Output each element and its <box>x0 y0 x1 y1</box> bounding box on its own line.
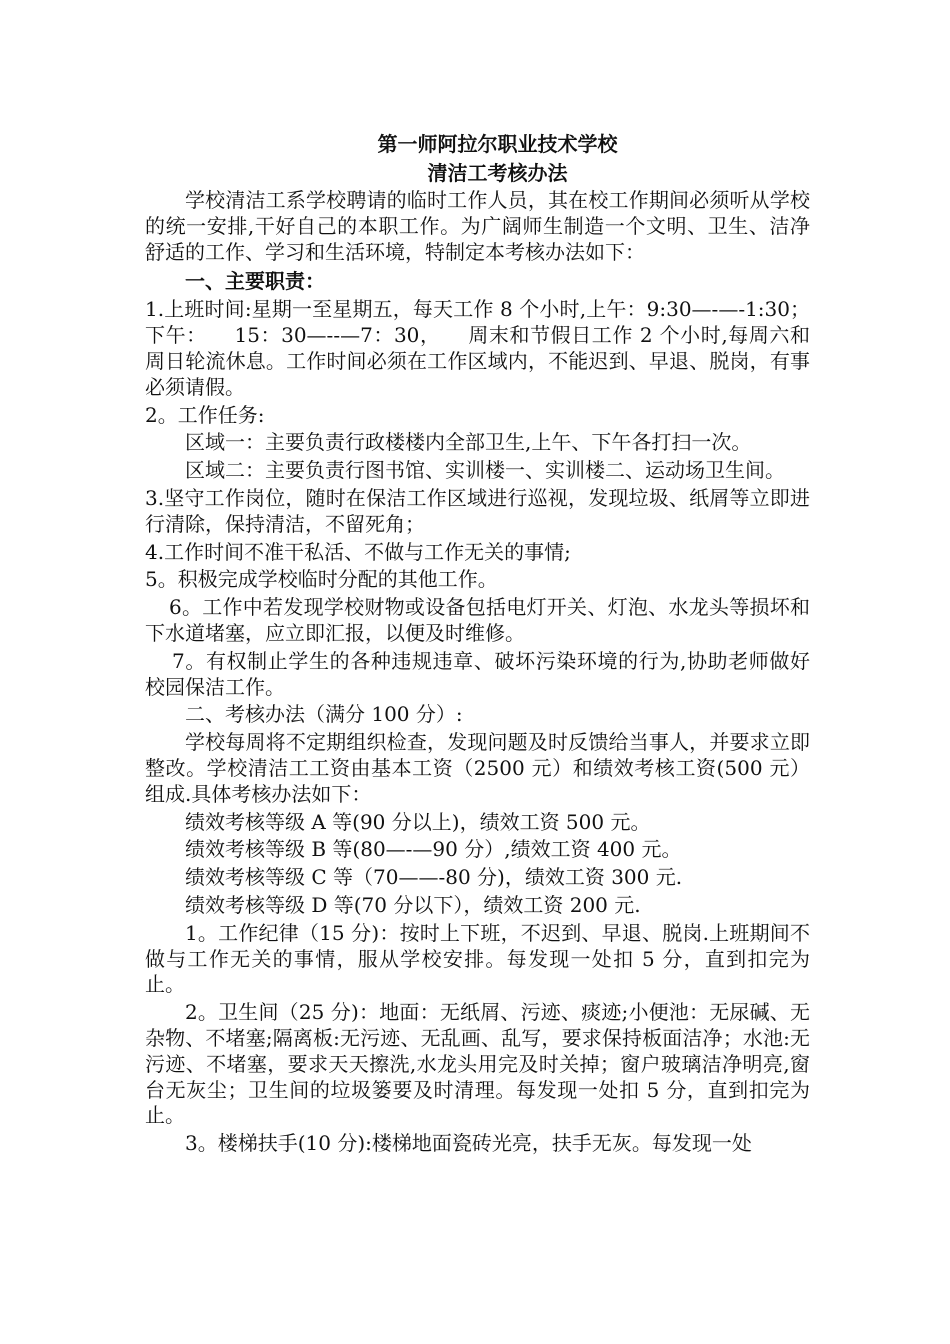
duty-item-2: 2。工作任务: <box>145 402 265 427</box>
section-heading-assessment: 二、考核办法（满分 100 分）: <box>185 702 463 727</box>
duty-item-6: 6。工作中若发现学校财物或设备包括电灯开关、灯泡、水龙头等损坏和下水道堵塞，应立即汇报，以便及时维修。 <box>145 595 810 645</box>
assessment-intro: 学校每周将不定期组织检查，发现问题及时反馈给当事人，并要求立即整改。学校清洁工工资由基本工资（2500 元）和绩效考核工资(500 元）组成.具体考核办法如下： <box>145 730 810 806</box>
grade-c: 绩效考核等级 C 等（70——-80 分)，绩效工资 300 元. <box>185 865 683 890</box>
area-two: 区域二：主要负责行图书馆、实训楼一、实训楼二、运动场卫生间。 <box>185 458 785 483</box>
document-title: 清洁工考核办法 <box>427 161 568 185</box>
assessment-item-3: 3。楼梯扶手(10 分):楼梯地面瓷砖光亮，扶手无灰。每发现一处 <box>185 1131 752 1156</box>
intro-paragraph: 学校清洁工系学校聘请的临时工作人员，其在校工作期间必须听从学校的统一安排,干好自己的本职工作。为广阔师生制造一个文明、卫生、洁净舒适的工作、学习和生活环境，特制定本考核办法如下： <box>145 188 810 264</box>
duty-item-5: 5。积极完成学校临时分配的其他工作。 <box>145 567 498 592</box>
duty-item-1: 1.上班时间:星期一至星期五，每天工作 8 个小时,上午：9:30—-—-1:30；下午： 15：30—--—7：30， 周末和节假日工作 2 个小时,每周六和周日轮流休息。工作时间必须在工作区域内，不能迟到、早退、脱岗，有事必须请假。 <box>145 297 810 399</box>
area-one: 区域一：主要负责行政楼楼内全部卫生,上午、下午各打扫一次。 <box>185 430 752 455</box>
duty-item-3: 3.坚守工作岗位，随时在保洁工作区域进行巡视，发现垃圾、纸屑等立即进行清除，保持清洁，不留死角； <box>145 485 810 536</box>
grade-b: 绩效考核等级 B 等(80—-—90 分）,绩效工资 400 元。 <box>185 837 682 862</box>
section-heading-duties: 一、主要职责： <box>185 269 325 294</box>
duty-item-7: 7。有权制止学生的各种违规违章、破坏污染环境的行为,协助老师做好校园保洁工作。 <box>145 648 810 699</box>
duty-item-4: 4.工作时间不准干私活、不做与工作无关的事情; <box>145 539 571 564</box>
assessment-item-2: 2。卫生间（25 分)：地面：无纸屑、污迹、痰迹;小便池：无尿碱、无杂物、不堵塞;隔离板:无污迹、无乱画、乱写，要求保持板面洁净；水池:无污迹、不堵塞，要求天天擦洗,水龙头用完及时关掉；窗户玻璃洁净明亮,窗台无灰尘；卫生间的垃圾篓要及时清理。每发现一处扣 5 分，直到扣完为止。 <box>145 1000 810 1128</box>
grade-a: 绩效考核等级 A 等(90 分以上)，绩效工资 500 元。 <box>185 809 651 834</box>
grade-d: 绩效考核等级 D 等(70 分以下），绩效工资 200 元. <box>185 892 641 917</box>
document-body <box>145 130 810 1157</box>
school-name: 第一师阿拉尔职业技术学校 <box>377 132 618 156</box>
assessment-item-1: 1。工作纪律（15 分)：按时上下班，不迟到、早退、脱岗.上班期间不做与工作无关的事情，服从学校安排。每发现一处扣 5 分，直到扣完为止。 <box>145 920 810 997</box>
